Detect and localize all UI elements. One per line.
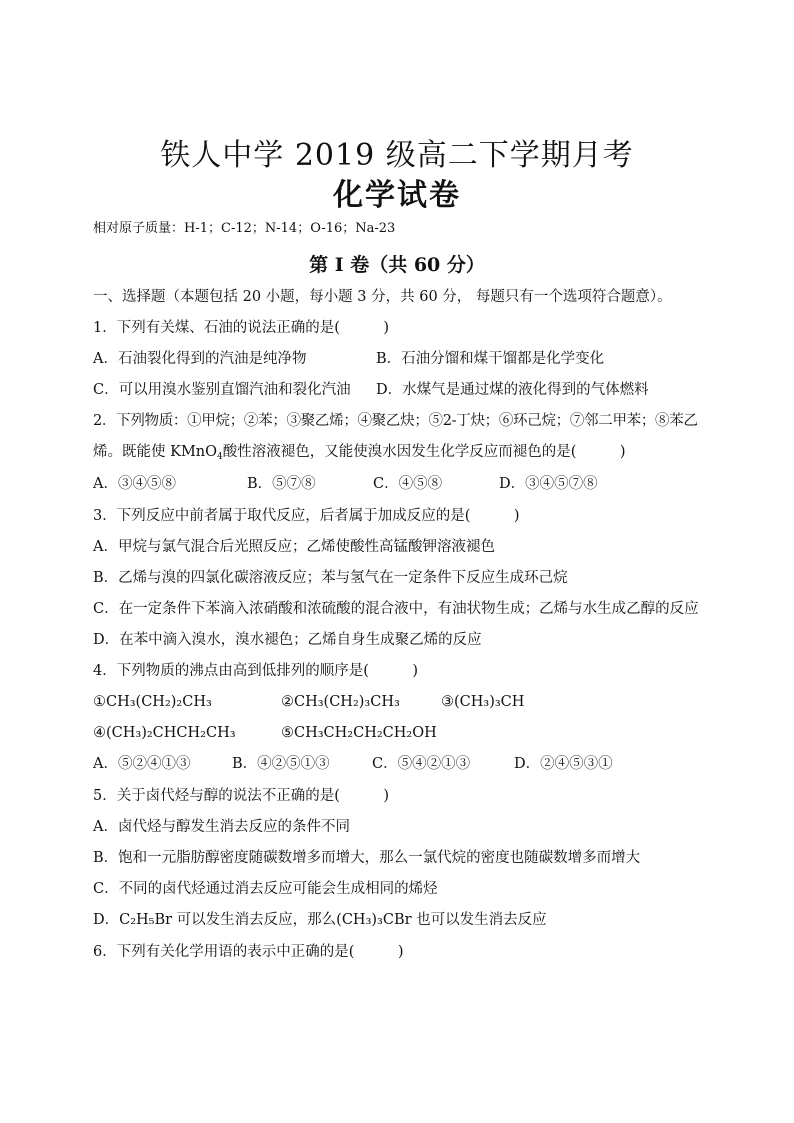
q5-option-b: B．饱和一元脂肪醇密度随碳数增多而增大，那么一氯代烷的密度也随碳数增多而增大 <box>93 850 641 866</box>
q2-option-c: C．④⑤⑧ <box>373 476 443 492</box>
q5-option-d: D．C₂H₅Br 可以发生消去反应，那么(CH₃)₃CBr 也可以发生消去反应 <box>93 912 547 928</box>
section-title: 第 I 卷（共 60 分） <box>309 254 485 276</box>
q6-stem: 6．下列有关化学用语的表示中正确的是( ) <box>93 944 404 960</box>
q4-substance-4: ④(CH₃)₂CHCH₂CH₃ <box>93 725 236 741</box>
q4-substance-2: ②CH₃(CH₂)₃CH₃ <box>281 694 400 710</box>
q2-stem-line2 <box>93 442 626 462</box>
q3-option-a: A．甲烷与氯气混合后光照反应；乙烯使酸性高锰酸钾溶液褪色 <box>93 539 495 555</box>
q3-option-b: B．乙烯与溴的四氯化碳溶液反应；苯与氢气在一定条件下反应生成环己烷 <box>93 570 568 586</box>
q2-stem-line1: 2．下列物质：①甲烷；②苯；③聚乙烯；④聚乙炔；⑤2-丁炔；⑥环己烷；⑦邻二甲苯；⑧苯乙 <box>93 413 698 429</box>
q1-option-c: C．可以用溴水鉴别直馏汽油和裂化汽油 <box>93 382 351 398</box>
exam-subject-title: 化学试卷 <box>333 178 461 213</box>
q4-option-b: B．④②⑤①③ <box>232 756 330 772</box>
q5-option-a: A．卤代烃与醇发生消去反应的条件不同 <box>93 819 350 835</box>
q2-option-d: D．③④⑤⑦⑧ <box>499 476 598 492</box>
atomic-masses: 相对原子质量：H-1；C-12；N-14；O-16；Na-23 <box>93 221 396 236</box>
instructions: 一、选择题（本题包括 20 小题，每小题 3 分，共 60 分， 每题只有一个选项符合题意）。 <box>93 289 672 305</box>
q5-option-c: C．不同的卤代烃通过消去反应可能会生成相同的烯烃 <box>93 881 438 897</box>
q4-substance-5: ⑤CH₃CH₂CH₂CH₂OH <box>281 725 437 741</box>
q3-option-c: C．在一定条件下苯滴入浓硝酸和浓硫酸的混合液中，有油状物生成；乙烯与水生成乙醇的反应 <box>93 601 699 617</box>
q4-substance-1: ①CH₃(CH₂)₂CH₃ <box>93 694 212 710</box>
q2-option-a: A．③④⑤⑧ <box>93 476 176 492</box>
q2-option-b: B．⑤⑦⑧ <box>247 476 316 492</box>
q4-option-a: A．⑤②④①③ <box>93 756 191 772</box>
q4-option-d: D．②④⑤③① <box>514 756 613 772</box>
q1-option-b: B．石油分馏和煤干馏都是化学变化 <box>376 351 605 367</box>
q4-option-c: C．⑤④②①③ <box>372 756 471 772</box>
q4-substance-3: ③(CH₃)₃CH <box>441 694 525 710</box>
q3-option-d: D．在苯中滴入溴水，溴水褪色；乙烯自身生成聚乙烯的反应 <box>93 632 482 648</box>
q5-stem: 5．关于卤代烃与醇的说法不正确的是( ) <box>93 788 390 804</box>
exam-title: 铁人中学 2019 级高二下学期月考 <box>160 138 634 173</box>
q2-stem-subscript: 4 <box>217 452 223 462</box>
q3-stem: 3．下列反应中前者属于取代反应，后者属于加成反应的是( ) <box>93 508 520 524</box>
q4-stem: 4．下列物质的沸点由高到低排列的顺序是( ) <box>93 663 419 679</box>
q2-stem-part2: 酸性溶液褪色，又能使溴水因发生化学反应而褪色的是( ) <box>222 444 626 460</box>
q2-stem-part1: 烯。既能使 KMnO <box>93 444 218 460</box>
q1-option-a: A．石油裂化得到的汽油是纯净物 <box>93 351 307 367</box>
q1-option-d: D．水煤气是通过煤的液化得到的气体燃料 <box>376 382 649 398</box>
q1-stem: 1．下列有关煤、石油的说法正确的是( ) <box>93 320 390 336</box>
